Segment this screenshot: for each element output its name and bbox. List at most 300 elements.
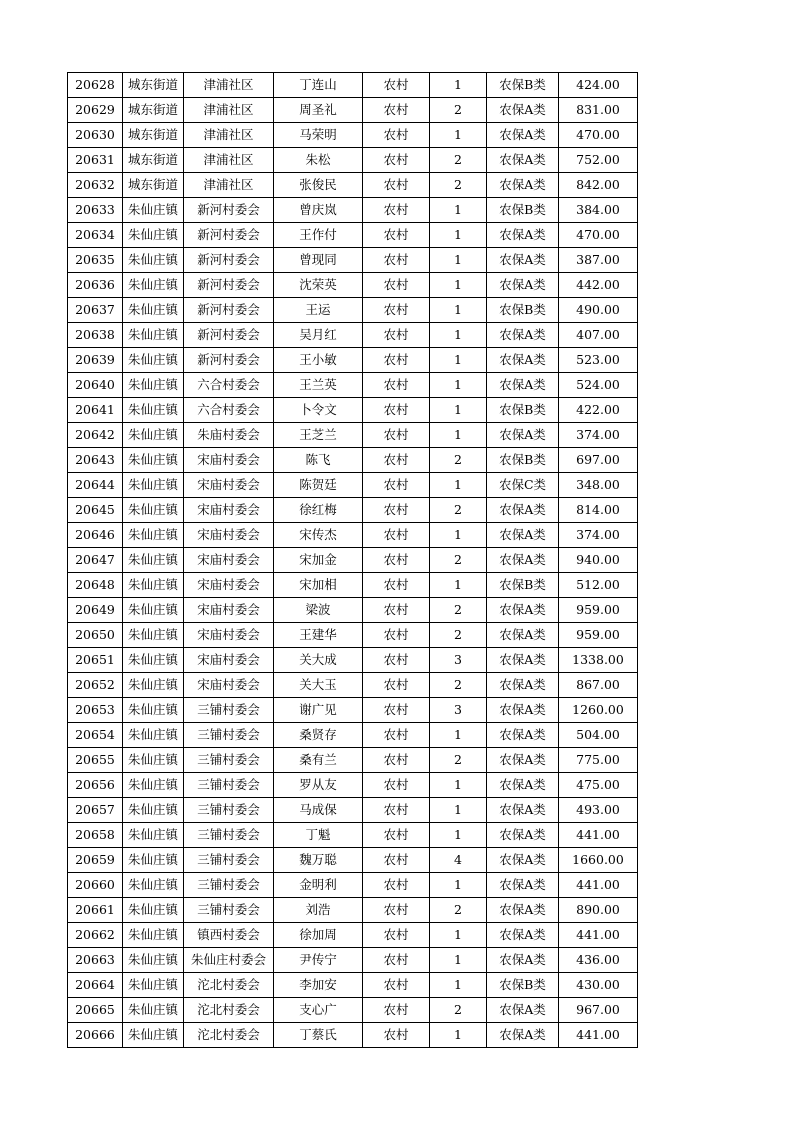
amount-cell: 387.00 [559, 248, 638, 273]
person-name-cell: 朱松 [274, 148, 363, 173]
household-count-cell: 1 [430, 823, 487, 848]
insurance-category-cell: 农保A类 [487, 273, 559, 298]
amount-cell: 967.00 [559, 998, 638, 1023]
person-name-cell: 丁连山 [274, 73, 363, 98]
record-id-cell: 20663 [68, 948, 123, 973]
amount-cell: 959.00 [559, 598, 638, 623]
insurance-category-cell: 农保A类 [487, 123, 559, 148]
insurance-category-cell: 农保B类 [487, 198, 559, 223]
record-id-cell: 20636 [68, 273, 123, 298]
household-count-cell: 2 [430, 448, 487, 473]
record-id-cell: 20647 [68, 548, 123, 573]
person-name-cell: 尹传宁 [274, 948, 363, 973]
table-row [68, 998, 638, 1023]
record-id-cell: 20659 [68, 848, 123, 873]
village-committee-cell: 沱北村委会 [184, 998, 274, 1023]
person-name-cell: 王小敏 [274, 348, 363, 373]
table-row [68, 648, 638, 673]
amount-cell: 374.00 [559, 423, 638, 448]
record-id-cell: 20642 [68, 423, 123, 448]
record-id-cell: 20631 [68, 148, 123, 173]
town-cell: 朱仙庄镇 [123, 498, 184, 523]
insurance-category-cell: 农保A类 [487, 148, 559, 173]
insurance-category-cell: 农保A类 [487, 423, 559, 448]
table-row [68, 173, 638, 198]
table-row [68, 973, 638, 998]
village-committee-cell: 镇西村委会 [184, 923, 274, 948]
village-committee-cell: 宋庙村委会 [184, 548, 274, 573]
area-type-cell: 农村 [363, 623, 430, 648]
table-row [68, 98, 638, 123]
person-name-cell: 宋加金 [274, 548, 363, 573]
person-name-cell: 王芝兰 [274, 423, 363, 448]
insurance-category-cell: 农保B类 [487, 73, 559, 98]
area-type-cell: 农村 [363, 323, 430, 348]
person-name-cell: 陈贺廷 [274, 473, 363, 498]
person-name-cell: 张俊民 [274, 173, 363, 198]
record-id-cell: 20662 [68, 923, 123, 948]
table-row [68, 223, 638, 248]
table-row [68, 373, 638, 398]
household-count-cell: 1 [430, 423, 487, 448]
area-type-cell: 农村 [363, 273, 430, 298]
insurance-category-cell: 农保A类 [487, 348, 559, 373]
village-committee-cell: 新河村委会 [184, 348, 274, 373]
person-name-cell: 支心广 [274, 998, 363, 1023]
town-cell: 朱仙庄镇 [123, 898, 184, 923]
area-type-cell: 农村 [363, 448, 430, 473]
town-cell: 朱仙庄镇 [123, 423, 184, 448]
town-cell: 朱仙庄镇 [123, 823, 184, 848]
amount-cell: 697.00 [559, 448, 638, 473]
household-count-cell: 1 [430, 273, 487, 298]
person-name-cell: 魏万聪 [274, 848, 363, 873]
table-row [68, 423, 638, 448]
household-count-cell: 1 [430, 523, 487, 548]
household-count-cell: 1 [430, 198, 487, 223]
table-row [68, 123, 638, 148]
household-count-cell: 1 [430, 573, 487, 598]
town-cell: 朱仙庄镇 [123, 798, 184, 823]
table-row [68, 598, 638, 623]
village-committee-cell: 三铺村委会 [184, 823, 274, 848]
village-committee-cell: 三铺村委会 [184, 748, 274, 773]
record-id-cell: 20638 [68, 323, 123, 348]
household-count-cell: 1 [430, 723, 487, 748]
insurance-category-cell: 农保A类 [487, 373, 559, 398]
amount-cell: 470.00 [559, 223, 638, 248]
amount-cell: 890.00 [559, 898, 638, 923]
area-type-cell: 农村 [363, 723, 430, 748]
town-cell: 朱仙庄镇 [123, 523, 184, 548]
table-row [68, 248, 638, 273]
household-count-cell: 2 [430, 173, 487, 198]
town-cell: 朱仙庄镇 [123, 223, 184, 248]
area-type-cell: 农村 [363, 98, 430, 123]
insurance-category-cell: 农保B类 [487, 398, 559, 423]
person-name-cell: 金明利 [274, 873, 363, 898]
town-cell: 朱仙庄镇 [123, 273, 184, 298]
records-table-body [68, 73, 638, 1048]
village-committee-cell: 津浦社区 [184, 148, 274, 173]
table-row [68, 1023, 638, 1048]
village-committee-cell: 津浦社区 [184, 98, 274, 123]
area-type-cell: 农村 [363, 73, 430, 98]
household-count-cell: 1 [430, 923, 487, 948]
village-committee-cell: 宋庙村委会 [184, 523, 274, 548]
record-id-cell: 20654 [68, 723, 123, 748]
area-type-cell: 农村 [363, 873, 430, 898]
area-type-cell: 农村 [363, 423, 430, 448]
household-count-cell: 2 [430, 673, 487, 698]
amount-cell: 470.00 [559, 123, 638, 148]
person-name-cell: 宋传杰 [274, 523, 363, 548]
record-id-cell: 20649 [68, 598, 123, 623]
insurance-category-cell: 农保A类 [487, 748, 559, 773]
village-committee-cell: 六合村委会 [184, 398, 274, 423]
person-name-cell: 沈荣英 [274, 273, 363, 298]
household-count-cell: 1 [430, 398, 487, 423]
amount-cell: 504.00 [559, 723, 638, 748]
record-id-cell: 20653 [68, 698, 123, 723]
amount-cell: 831.00 [559, 98, 638, 123]
amount-cell: 441.00 [559, 823, 638, 848]
table-row [68, 298, 638, 323]
amount-cell: 523.00 [559, 348, 638, 373]
table-row [68, 698, 638, 723]
table-row [68, 348, 638, 373]
town-cell: 朱仙庄镇 [123, 673, 184, 698]
person-name-cell: 曾庆岚 [274, 198, 363, 223]
record-id-cell: 20664 [68, 973, 123, 998]
area-type-cell: 农村 [363, 398, 430, 423]
person-name-cell: 关大成 [274, 648, 363, 673]
household-count-cell: 1 [430, 1023, 487, 1048]
table-row [68, 448, 638, 473]
town-cell: 朱仙庄镇 [123, 398, 184, 423]
table-row [68, 473, 638, 498]
insurance-category-cell: 农保A类 [487, 923, 559, 948]
household-count-cell: 2 [430, 748, 487, 773]
household-count-cell: 1 [430, 873, 487, 898]
town-cell: 朱仙庄镇 [123, 198, 184, 223]
table-row [68, 823, 638, 848]
town-cell: 朱仙庄镇 [123, 598, 184, 623]
amount-cell: 407.00 [559, 323, 638, 348]
record-id-cell: 20646 [68, 523, 123, 548]
town-cell: 朱仙庄镇 [123, 748, 184, 773]
village-committee-cell: 三铺村委会 [184, 773, 274, 798]
insurance-category-cell: 农保A类 [487, 498, 559, 523]
area-type-cell: 农村 [363, 648, 430, 673]
record-id-cell: 20651 [68, 648, 123, 673]
insurance-category-cell: 农保A类 [487, 673, 559, 698]
area-type-cell: 农村 [363, 598, 430, 623]
table-row [68, 273, 638, 298]
area-type-cell: 农村 [363, 473, 430, 498]
village-committee-cell: 新河村委会 [184, 223, 274, 248]
household-count-cell: 1 [430, 798, 487, 823]
amount-cell: 424.00 [559, 73, 638, 98]
table-row [68, 323, 638, 348]
village-committee-cell: 三铺村委会 [184, 873, 274, 898]
household-count-cell: 1 [430, 73, 487, 98]
insurance-category-cell: 农保A类 [487, 873, 559, 898]
insurance-category-cell: 农保A类 [487, 248, 559, 273]
amount-cell: 867.00 [559, 673, 638, 698]
household-count-cell: 1 [430, 373, 487, 398]
person-name-cell: 李加安 [274, 973, 363, 998]
person-name-cell: 王建华 [274, 623, 363, 648]
village-committee-cell: 三铺村委会 [184, 723, 274, 748]
table-row [68, 573, 638, 598]
household-count-cell: 1 [430, 973, 487, 998]
area-type-cell: 农村 [363, 373, 430, 398]
village-committee-cell: 宋庙村委会 [184, 598, 274, 623]
person-name-cell: 谢广见 [274, 698, 363, 723]
town-cell: 朱仙庄镇 [123, 948, 184, 973]
insurance-category-cell: 农保A类 [487, 798, 559, 823]
amount-cell: 1660.00 [559, 848, 638, 873]
village-committee-cell: 新河村委会 [184, 298, 274, 323]
table-row [68, 198, 638, 223]
record-id-cell: 20645 [68, 498, 123, 523]
amount-cell: 422.00 [559, 398, 638, 423]
insurance-category-cell: 农保A类 [487, 998, 559, 1023]
town-cell: 朱仙庄镇 [123, 473, 184, 498]
record-id-cell: 20632 [68, 173, 123, 198]
village-committee-cell: 新河村委会 [184, 323, 274, 348]
amount-cell: 374.00 [559, 523, 638, 548]
village-committee-cell: 宋庙村委会 [184, 623, 274, 648]
amount-cell: 475.00 [559, 773, 638, 798]
insurance-category-cell: 农保A类 [487, 98, 559, 123]
village-committee-cell: 宋庙村委会 [184, 573, 274, 598]
record-id-cell: 20650 [68, 623, 123, 648]
household-count-cell: 2 [430, 898, 487, 923]
amount-cell: 384.00 [559, 198, 638, 223]
household-count-cell: 3 [430, 698, 487, 723]
table-row [68, 723, 638, 748]
town-cell: 朱仙庄镇 [123, 623, 184, 648]
amount-cell: 1338.00 [559, 648, 638, 673]
person-name-cell: 桑有兰 [274, 748, 363, 773]
area-type-cell: 农村 [363, 248, 430, 273]
table-row [68, 148, 638, 173]
household-count-cell: 4 [430, 848, 487, 873]
town-cell: 朱仙庄镇 [123, 848, 184, 873]
village-committee-cell: 新河村委会 [184, 198, 274, 223]
table-row [68, 523, 638, 548]
village-committee-cell: 新河村委会 [184, 273, 274, 298]
area-type-cell: 农村 [363, 773, 430, 798]
area-type-cell: 农村 [363, 548, 430, 573]
insurance-category-cell: 农保A类 [487, 773, 559, 798]
table-row [68, 398, 638, 423]
table-row [68, 748, 638, 773]
amount-cell: 524.00 [559, 373, 638, 398]
amount-cell: 441.00 [559, 1023, 638, 1048]
record-id-cell: 20637 [68, 298, 123, 323]
village-committee-cell: 宋庙村委会 [184, 648, 274, 673]
person-name-cell: 陈飞 [274, 448, 363, 473]
table-row [68, 498, 638, 523]
amount-cell: 814.00 [559, 498, 638, 523]
household-count-cell: 1 [430, 348, 487, 373]
household-count-cell: 1 [430, 773, 487, 798]
village-committee-cell: 宋庙村委会 [184, 673, 274, 698]
record-id-cell: 20633 [68, 198, 123, 223]
insurance-category-cell: 农保A类 [487, 223, 559, 248]
insurance-category-cell: 农保B类 [487, 298, 559, 323]
town-cell: 朱仙庄镇 [123, 773, 184, 798]
insurance-category-cell: 农保B类 [487, 448, 559, 473]
record-id-cell: 20666 [68, 1023, 123, 1048]
area-type-cell: 农村 [363, 923, 430, 948]
person-name-cell: 徐加周 [274, 923, 363, 948]
village-committee-cell: 朱庙村委会 [184, 423, 274, 448]
household-count-cell: 1 [430, 298, 487, 323]
area-type-cell: 农村 [363, 948, 430, 973]
table-row [68, 848, 638, 873]
table-row [68, 923, 638, 948]
town-cell: 城东街道 [123, 173, 184, 198]
town-cell: 朱仙庄镇 [123, 248, 184, 273]
record-id-cell: 20635 [68, 248, 123, 273]
person-name-cell: 吴月红 [274, 323, 363, 348]
area-type-cell: 农村 [363, 898, 430, 923]
insurance-category-cell: 农保A类 [487, 323, 559, 348]
town-cell: 朱仙庄镇 [123, 348, 184, 373]
area-type-cell: 农村 [363, 498, 430, 523]
town-cell: 朱仙庄镇 [123, 373, 184, 398]
insurance-category-cell: 农保A类 [487, 548, 559, 573]
insurance-category-cell: 农保A类 [487, 173, 559, 198]
person-name-cell: 丁蔡氏 [274, 1023, 363, 1048]
amount-cell: 441.00 [559, 873, 638, 898]
person-name-cell: 卜令文 [274, 398, 363, 423]
village-committee-cell: 宋庙村委会 [184, 498, 274, 523]
household-count-cell: 3 [430, 648, 487, 673]
town-cell: 城东街道 [123, 98, 184, 123]
record-id-cell: 20661 [68, 898, 123, 923]
amount-cell: 490.00 [559, 298, 638, 323]
record-id-cell: 20629 [68, 98, 123, 123]
person-name-cell: 梁波 [274, 598, 363, 623]
amount-cell: 512.00 [559, 573, 638, 598]
town-cell: 城东街道 [123, 73, 184, 98]
household-count-cell: 2 [430, 998, 487, 1023]
household-count-cell: 2 [430, 623, 487, 648]
person-name-cell: 关大玉 [274, 673, 363, 698]
record-id-cell: 20648 [68, 573, 123, 598]
village-committee-cell: 沱北村委会 [184, 1023, 274, 1048]
record-id-cell: 20634 [68, 223, 123, 248]
person-name-cell: 王运 [274, 298, 363, 323]
amount-cell: 775.00 [559, 748, 638, 773]
record-id-cell: 20639 [68, 348, 123, 373]
area-type-cell: 农村 [363, 673, 430, 698]
amount-cell: 493.00 [559, 798, 638, 823]
household-count-cell: 1 [430, 123, 487, 148]
area-type-cell: 农村 [363, 123, 430, 148]
person-name-cell: 周圣礼 [274, 98, 363, 123]
area-type-cell: 农村 [363, 1023, 430, 1048]
village-committee-cell: 三铺村委会 [184, 848, 274, 873]
town-cell: 朱仙庄镇 [123, 723, 184, 748]
household-count-cell: 2 [430, 498, 487, 523]
amount-cell: 442.00 [559, 273, 638, 298]
record-id-cell: 20640 [68, 373, 123, 398]
village-committee-cell: 宋庙村委会 [184, 473, 274, 498]
town-cell: 朱仙庄镇 [123, 298, 184, 323]
table-row [68, 798, 638, 823]
town-cell: 城东街道 [123, 123, 184, 148]
table-row [68, 673, 638, 698]
area-type-cell: 农村 [363, 823, 430, 848]
insurance-category-cell: 农保A类 [487, 1023, 559, 1048]
record-id-cell: 20652 [68, 673, 123, 698]
insurance-category-cell: 农保C类 [487, 473, 559, 498]
village-committee-cell: 沱北村委会 [184, 973, 274, 998]
record-id-cell: 20656 [68, 773, 123, 798]
household-count-cell: 1 [430, 473, 487, 498]
record-id-cell: 20643 [68, 448, 123, 473]
household-count-cell: 2 [430, 148, 487, 173]
area-type-cell: 农村 [363, 523, 430, 548]
insurance-category-cell: 农保A类 [487, 698, 559, 723]
person-name-cell: 马成保 [274, 798, 363, 823]
area-type-cell: 农村 [363, 198, 430, 223]
village-committee-cell: 宋庙村委会 [184, 448, 274, 473]
town-cell: 朱仙庄镇 [123, 648, 184, 673]
insurance-category-cell: 农保A类 [487, 723, 559, 748]
record-id-cell: 20644 [68, 473, 123, 498]
amount-cell: 940.00 [559, 548, 638, 573]
town-cell: 朱仙庄镇 [123, 973, 184, 998]
insurance-category-cell: 农保A类 [487, 623, 559, 648]
town-cell: 朱仙庄镇 [123, 448, 184, 473]
area-type-cell: 农村 [363, 998, 430, 1023]
record-id-cell: 20641 [68, 398, 123, 423]
record-id-cell: 20628 [68, 73, 123, 98]
area-type-cell: 农村 [363, 298, 430, 323]
village-committee-cell: 新河村委会 [184, 248, 274, 273]
village-committee-cell: 津浦社区 [184, 73, 274, 98]
area-type-cell: 农村 [363, 173, 430, 198]
amount-cell: 842.00 [559, 173, 638, 198]
table-row [68, 898, 638, 923]
village-committee-cell: 三铺村委会 [184, 698, 274, 723]
amount-cell: 959.00 [559, 623, 638, 648]
village-committee-cell: 津浦社区 [184, 123, 274, 148]
insurance-category-cell: 农保A类 [487, 898, 559, 923]
insurance-category-cell: 农保B类 [487, 573, 559, 598]
record-id-cell: 20658 [68, 823, 123, 848]
amount-cell: 436.00 [559, 948, 638, 973]
record-id-cell: 20660 [68, 873, 123, 898]
person-name-cell: 桑贤存 [274, 723, 363, 748]
area-type-cell: 农村 [363, 148, 430, 173]
table-row [68, 73, 638, 98]
town-cell: 朱仙庄镇 [123, 998, 184, 1023]
table-row [68, 948, 638, 973]
town-cell: 朱仙庄镇 [123, 923, 184, 948]
area-type-cell: 农村 [363, 848, 430, 873]
town-cell: 朱仙庄镇 [123, 548, 184, 573]
household-count-cell: 2 [430, 548, 487, 573]
area-type-cell: 农村 [363, 748, 430, 773]
